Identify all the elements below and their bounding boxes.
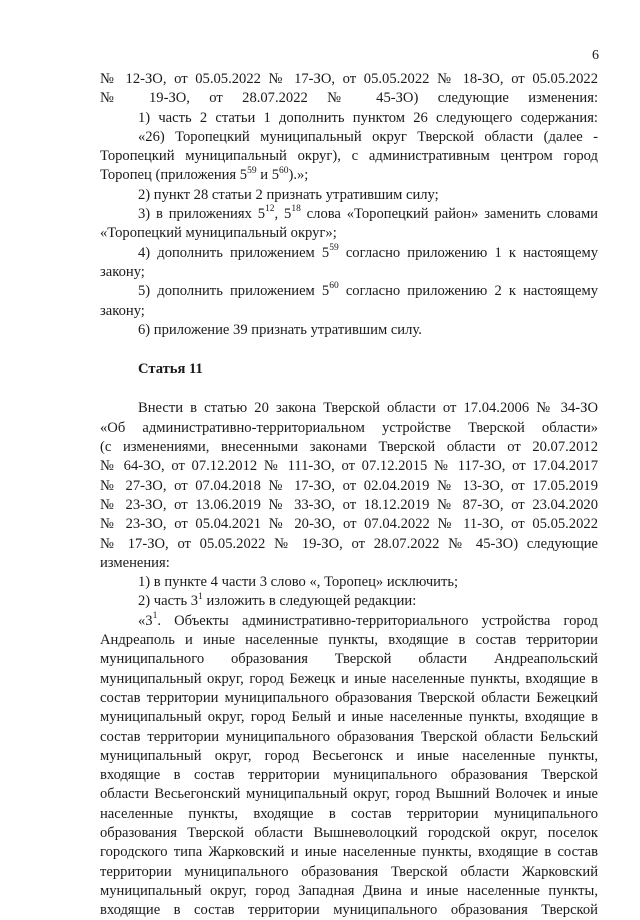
article-intro-line: «Об административно-территориальном устройстве Тверской области» [100, 419, 598, 436]
article-intro-line: № 64-ЗО, от 07.12.2012 № 111-ЗО, от 07.12.2015 № 117-ЗО, от 17.04.2017 [100, 458, 598, 475]
amendment-item-2: 2) пункт 28 статьи 2 признать утратившим силу; [138, 186, 439, 203]
amendment-item-3-cont: «Торопецкий муниципальный округ»; [100, 225, 337, 242]
page-number: 6 [592, 48, 599, 63]
quoted-text-line: муниципальный округ, город Весьегонск и иные населенные пункты, [100, 747, 598, 764]
amendment-item-4: 4) дополнить приложением $5^{59}$ согласно приложению 1 к настоящему [138, 242, 598, 261]
article-intro-line: (с изменениями, внесенными законами Тверской области от 20.07.2012 [100, 439, 598, 456]
quoted-text-line: Торопец (приложения $5^{59}$ и $5^{60}$).»; [100, 165, 309, 184]
amendment-item-5-cont: закону; [100, 302, 145, 319]
quoted-text-line: «$3^1$. Объекты административно-территориального устройства город [138, 610, 598, 629]
article-intro-line: Внести в статью 20 закона Тверской области от 17.04.2006 № 34-ЗО [138, 400, 598, 417]
quoted-text-line: входящие в состав территории муниципального образования Тверской [100, 767, 598, 784]
quoted-text-line: области Весьегонский муниципальный округ, город Вышний Волочек и иные [100, 786, 598, 803]
article-item-1: 1) в пункте 4 части 3 слово «, Торопец» исключить; [138, 574, 459, 591]
article-intro-line: № 23-ЗО, от 13.06.2019 № 33-ЗО, от 18.12.2019 № 87-ЗО, от 23.04.2020 [100, 496, 598, 513]
quoted-text-line: муниципальный округ, город Бежецк и иные населенные пункты, входящие в [100, 670, 598, 687]
article-item-2: 2) часть $3^1$ изложить в следующей редакции: [138, 591, 417, 610]
amendment-item-1: 1) часть 2 статьи 1 дополнить пунктом 26 следующего содержания: [138, 109, 598, 126]
article-intro-line: № 17-ЗО, от 05.05.2022 № 19-ЗО, от 28.07.2022 № 45-ЗО) следующие [100, 535, 598, 552]
amendment-item-6: 6) приложение 39 признать утратившим силу. [138, 321, 422, 338]
quoted-text-line: образования Тверской области Вышневолоцкий городской округ, поселок [100, 824, 598, 841]
quoted-text-line: территории муниципального образования Тверской области Жарковский [100, 863, 598, 880]
quoted-text-line: муниципального образования Тверской области Андреапольский [100, 651, 598, 668]
article-heading: Статья 11 [138, 361, 203, 378]
article-intro-line: № 27-ЗО, от 07.04.2018 № 17-ЗО, от 02.04.2019 № 13-ЗО, от 17.05.2019 [100, 477, 598, 494]
quoted-text-line: муниципальный округ, город Западная Двина и иные населенные пункты, [100, 882, 598, 899]
quoted-text-line: состав территории муниципального образования Тверской области Бежецкий [100, 689, 598, 706]
article-intro-line: № 23-ЗО, от 05.04.2021 № 20-ЗО, от 07.04.2022 № 11-ЗО, от 05.05.2022 [100, 516, 598, 533]
quoted-text-line: муниципальный округ, город Белый и иные населенные пункты, входящие в [100, 709, 598, 726]
text-line: № 12-ЗО, от 05.05.2022 № 17-ЗО, от 05.05.2022 № 18-ЗО, от 05.05.2022 [100, 71, 598, 87]
article-intro-line: изменения: [100, 554, 170, 571]
quoted-text-line: входящие в состав территории муниципального образования Тверской [100, 902, 598, 919]
quoted-text-line: состав территории муниципального образования Тверской области Бельский [100, 728, 598, 745]
quoted-text-line: населенные пункты, входящие в состав территории муниципального [100, 805, 598, 822]
amendment-item-3: 3) в приложениях $5^{12}$, $5^{18}$ слова «Торопецкий район» заменить словами [138, 204, 598, 223]
quoted-text-line: «26) Торопецкий муниципальный округ Тверской области (далее - [138, 128, 598, 145]
document-body [100, 70, 598, 920]
amendment-item-5: 5) дополнить приложением $5^{60}$ согласно приложению 2 к настоящему [138, 281, 598, 300]
quoted-text-line: Андреаполь и иные населенные пункты, входящие в состав территории [100, 632, 598, 649]
amendment-item-4-cont: закону; [100, 263, 145, 280]
text-line: № 19-ЗО, от 28.07.2022 № 45-ЗО) следующие изменения: [100, 90, 598, 107]
quoted-text-line: городского типа Жарковский и иные населенные пункты, входящие в состав [100, 844, 598, 861]
quoted-text-line: Торопецкий муниципальный округ), с административным центром город [100, 148, 598, 165]
